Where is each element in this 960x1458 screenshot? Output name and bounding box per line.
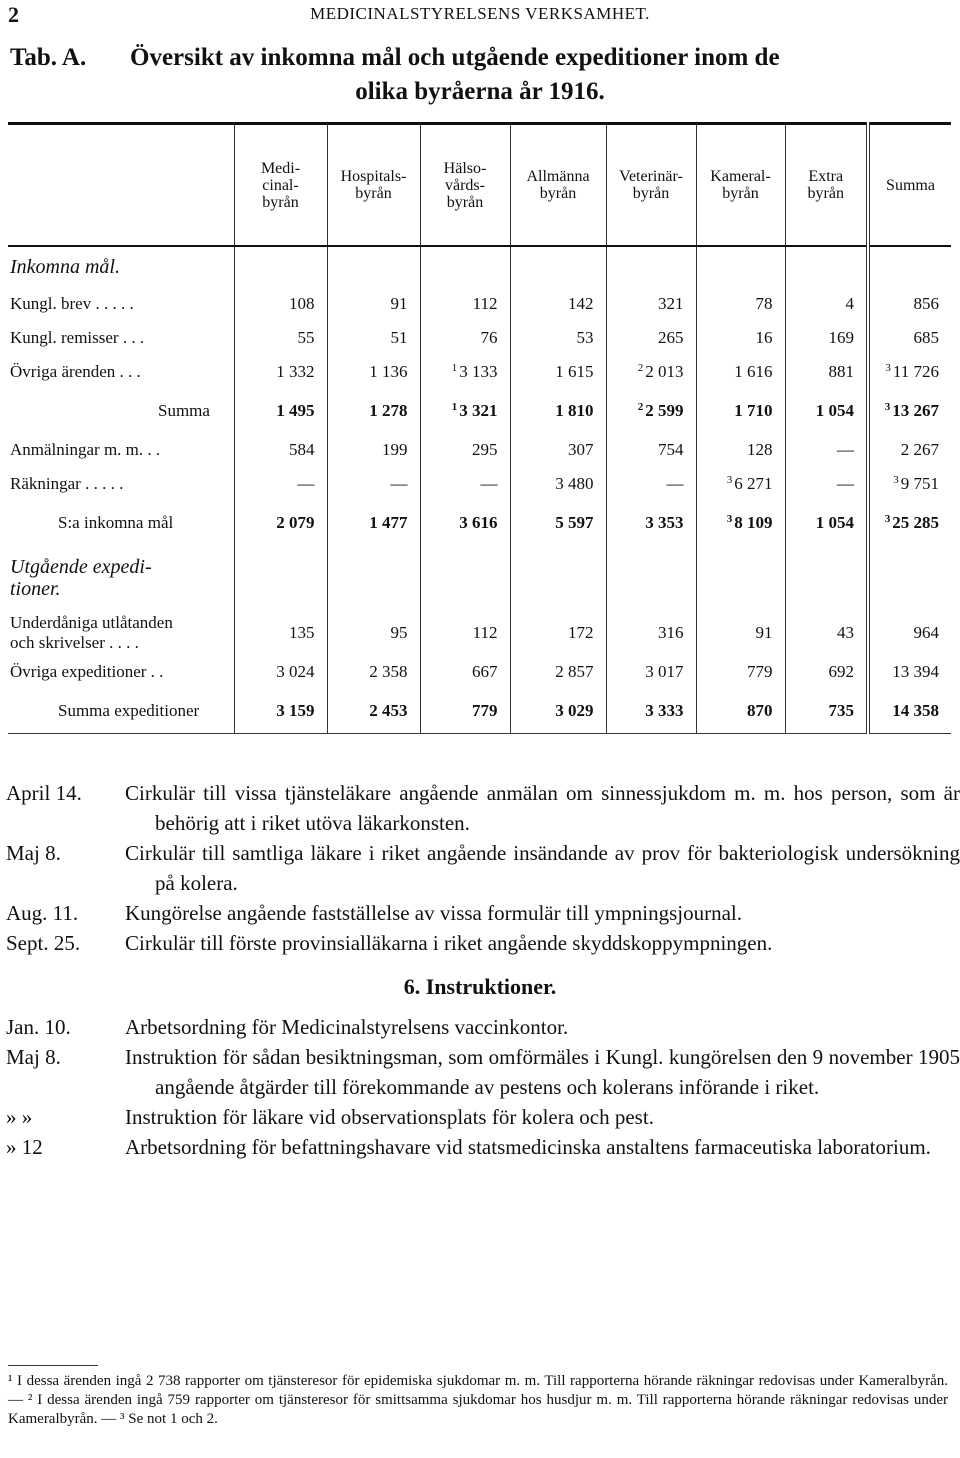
table-cell: 2 267 xyxy=(868,433,951,467)
table-cell: $^3$ 8 109 xyxy=(696,501,785,545)
column-header: Extra byrån xyxy=(785,124,868,247)
row-label: S:a inkomna mål xyxy=(58,513,174,532)
table-title-line-2: olika byråerna år 1916. xyxy=(355,78,605,105)
table-row xyxy=(8,389,951,433)
empty-cell xyxy=(868,545,951,611)
table-cell: 307 xyxy=(510,433,606,467)
empty-cell xyxy=(327,545,420,611)
table-cell: 51 xyxy=(327,321,420,355)
table-cell: 142 xyxy=(510,287,606,321)
table-row xyxy=(8,287,951,321)
header-blank xyxy=(8,124,234,247)
row-label: Kungl. brev . . . . . xyxy=(10,294,134,313)
row-label: Summa expeditioner xyxy=(8,689,234,734)
table-cell: 1 615 xyxy=(510,355,606,389)
table-cell: 295 xyxy=(420,433,510,467)
entry-date: Sept. 25. xyxy=(6,931,81,955)
empty-cell xyxy=(785,246,868,287)
table-cell: 16 xyxy=(696,321,785,355)
empty-cell xyxy=(420,545,510,611)
row-label: Övriga ärenden . . . xyxy=(10,362,141,381)
table-cell: 172 xyxy=(510,611,606,655)
table-label: Tab. A. xyxy=(10,44,87,71)
entry-date: Maj 8. xyxy=(6,841,61,865)
table-cell: $^2$ 2 599 xyxy=(606,389,696,433)
table-cell: 321 xyxy=(606,287,696,321)
table-row xyxy=(8,611,951,655)
table-row xyxy=(8,467,951,501)
table-cell: 112 xyxy=(420,611,510,655)
table-cell: 3 017 xyxy=(606,655,696,689)
row-label: Utgående expedi- tioner. xyxy=(10,556,152,600)
table-cell: 78 xyxy=(696,287,785,321)
entry xyxy=(0,898,960,928)
table-cell: 1 136 xyxy=(327,355,420,389)
table-cell: 2 453 xyxy=(327,689,420,734)
table-row xyxy=(8,501,951,545)
table-cell: $^3$ 13 267 xyxy=(868,389,951,433)
entry-date: Maj 8. xyxy=(6,1045,61,1069)
table-cell: 3 159 xyxy=(234,689,327,734)
footnote-divider xyxy=(8,1365,98,1366)
table-cell: $^3$ 6 271 xyxy=(696,467,785,501)
table-cell: 1 477 xyxy=(327,501,420,545)
table-cell: — xyxy=(234,467,327,501)
empty-cell xyxy=(510,246,606,287)
table-cell: 3 029 xyxy=(510,689,606,734)
entry-text: Arbetsordning för befattningshavare vid statsmedicinska anstaltens farmaceutiska laboratorium. xyxy=(125,1135,931,1159)
table-cell: 1 054 xyxy=(785,389,868,433)
table-row xyxy=(8,655,951,689)
table-row xyxy=(8,355,951,389)
table-cell: 112 xyxy=(420,287,510,321)
footnotes: ¹ I dessa ärenden ingå 2 738 rapporter om tjänsteresor för epidemiska sjukdomar m. m. Till rapporterna hörande räkningar redovisas under Kameralbyrån. — ² I dessa ärenden ingå 759 rapporter om tjänsteresor för smittsamma sjukdomar hos husdjur m. m. Till rapporterna hörande räkningar redovisas under Kameralbyrån. — ³ Se not 1 och 2. xyxy=(8,1373,948,1427)
column-header: Veterinär- byrån xyxy=(606,124,696,247)
empty-cell xyxy=(696,246,785,287)
table-cell: 1 278 xyxy=(327,389,420,433)
entry-date: » » xyxy=(6,1105,33,1129)
entries-list-a xyxy=(0,778,960,958)
table-cell: 1 495 xyxy=(234,389,327,433)
entry-text: Arbetsordning för Medicinalstyrelsens vaccinkontor. xyxy=(125,1015,569,1039)
table-cell: $^1$ 3 321 xyxy=(420,389,510,433)
table-cell: 1 616 xyxy=(696,355,785,389)
table-header-row xyxy=(8,124,951,247)
table-cell: 870 xyxy=(696,689,785,734)
table-cell: 53 xyxy=(510,321,606,355)
table-cell: 55 xyxy=(234,321,327,355)
table-cell: 2 857 xyxy=(510,655,606,689)
page-header xyxy=(8,2,952,26)
table-cell: 43 xyxy=(785,611,868,655)
table-title-line-1: Översikt av inkomna mål och utgående expeditioner inom de xyxy=(130,44,780,71)
section-row xyxy=(8,545,951,611)
entry-text: Cirkulär till samtliga läkare i riket angående insändande av prov för bakteriologisk undersökning på kolera. xyxy=(125,841,960,895)
entry-date: Aug. 11. xyxy=(6,901,79,925)
table-cell: 685 xyxy=(868,321,951,355)
empty-cell xyxy=(420,246,510,287)
table-cell: 754 xyxy=(606,433,696,467)
empty-cell xyxy=(696,545,785,611)
entry xyxy=(0,1042,960,1102)
column-header: Kameral- byrån xyxy=(696,124,785,247)
table-cell: 128 xyxy=(696,433,785,467)
table-cell: — xyxy=(785,467,868,501)
table-cell: 76 xyxy=(420,321,510,355)
empty-cell xyxy=(234,545,327,611)
entry-text: Kungörelse angående fastställelse av vissa formulär till ympningsjournal. xyxy=(125,901,743,925)
entry-date: April 14. xyxy=(6,781,82,805)
table-cell: 5 597 xyxy=(510,501,606,545)
table-cell: 856 xyxy=(868,287,951,321)
empty-cell xyxy=(606,246,696,287)
running-head: MEDICINALSTYRELSENS VERKSAMHET. xyxy=(310,4,650,23)
table-cell: 199 xyxy=(327,433,420,467)
table-cell: 584 xyxy=(234,433,327,467)
empty-cell xyxy=(327,246,420,287)
column-header: Medi- cinal- byrån xyxy=(234,124,327,247)
section-title: 6. Instruktioner. xyxy=(403,974,557,999)
table-cell: 4 xyxy=(785,287,868,321)
entry-text: Cirkulär till förste provinsialläkarna i riket angående skyddskoppympningen. xyxy=(125,931,773,955)
table-cell: 3 333 xyxy=(606,689,696,734)
entry-date: Jan. 10. xyxy=(6,1015,71,1039)
entry xyxy=(0,928,960,958)
column-header: Summa xyxy=(868,124,951,247)
table-cell: 1 810 xyxy=(510,389,606,433)
entry-text: Cirkulär till vissa tjänsteläkare angående anmälan om sinnessjukdom m. m. hos person, som är behörig att i riket utöva läkarkonsten. xyxy=(125,781,960,835)
table-cell: 735 xyxy=(785,689,868,734)
table-cell: 95 xyxy=(327,611,420,655)
row-label: Kungl. remisser . . . xyxy=(10,328,145,347)
table-row xyxy=(8,433,951,467)
column-header: Hälso- vårds- byrån xyxy=(420,124,510,247)
entry xyxy=(0,1012,960,1042)
table-cell: — xyxy=(606,467,696,501)
table-cell: — xyxy=(327,467,420,501)
entry xyxy=(0,838,960,898)
table-cell: 14 358 xyxy=(868,689,951,734)
entry-date: » 12 xyxy=(6,1135,43,1159)
row-label: Övriga expeditioner . . xyxy=(10,662,164,681)
table-cell: 2 079 xyxy=(234,501,327,545)
row-label: Underdåniga utlåtanden och skrivelser . . . . xyxy=(10,613,173,652)
table-cell: 169 xyxy=(785,321,868,355)
table-cell: — xyxy=(420,467,510,501)
table-cell: 692 xyxy=(785,655,868,689)
table-cell: $^3$ 9 751 xyxy=(868,467,951,501)
table-cell: 3 616 xyxy=(420,501,510,545)
table-cell: 13 394 xyxy=(868,655,951,689)
column-header: Allmänna byrån xyxy=(510,124,606,247)
entry xyxy=(0,778,960,838)
table-cell: 779 xyxy=(420,689,510,734)
entry-text: Instruktion för läkare vid observationsplats för kolera och pest. xyxy=(125,1105,654,1129)
table-cell: $^2$ 2 013 xyxy=(606,355,696,389)
entry xyxy=(0,1132,960,1162)
table-cell: 667 xyxy=(420,655,510,689)
table-title xyxy=(0,40,960,116)
table-cell: 779 xyxy=(696,655,785,689)
document-entries xyxy=(0,778,960,1162)
empty-cell xyxy=(510,545,606,611)
row-label: Summa xyxy=(158,401,210,420)
empty-cell xyxy=(868,246,951,287)
row-label: Inkomna mål. xyxy=(10,255,120,278)
table-cell: $^1$ 3 133 xyxy=(420,355,510,389)
table-row xyxy=(8,689,951,734)
page-number: 2 xyxy=(8,2,19,27)
table-cell: 2 358 xyxy=(327,655,420,689)
table-cell: 135 xyxy=(234,611,327,655)
table-cell: 881 xyxy=(785,355,868,389)
column-header: Hospitals- byrån xyxy=(327,124,420,247)
table-cell: 265 xyxy=(606,321,696,355)
section-row xyxy=(8,246,951,287)
entry xyxy=(0,1102,960,1132)
empty-cell xyxy=(606,545,696,611)
overview-table xyxy=(8,122,951,734)
empty-cell xyxy=(785,545,868,611)
table-cell: $^3$ 25 285 xyxy=(868,501,951,545)
table-cell: 316 xyxy=(606,611,696,655)
table-cell: 1 054 xyxy=(785,501,868,545)
table-cell: 91 xyxy=(696,611,785,655)
table-cell: — xyxy=(785,433,868,467)
table-cell: 3 024 xyxy=(234,655,327,689)
table-cell: $^3$ 11 726 xyxy=(868,355,951,389)
entries-list-b xyxy=(0,1012,960,1162)
table-cell: 1 710 xyxy=(696,389,785,433)
table-cell: 3 353 xyxy=(606,501,696,545)
row-label: Anmälningar m. m. . . xyxy=(10,440,161,459)
table-cell: 964 xyxy=(868,611,951,655)
table-cell: 3 480 xyxy=(510,467,606,501)
entry-text: Instruktion för sådan besiktningsman, som omförmäles i Kungl. kungörelsen den 9 november 1905 angående åtgärder till förekommande av pestens och kolerans införande i riket. xyxy=(125,1045,960,1099)
table-cell: 108 xyxy=(234,287,327,321)
table-cell: 1 332 xyxy=(234,355,327,389)
empty-cell xyxy=(234,246,327,287)
row-label: Räkningar . . . . . xyxy=(10,474,124,493)
table-row xyxy=(8,321,951,355)
table-cell: 91 xyxy=(327,287,420,321)
